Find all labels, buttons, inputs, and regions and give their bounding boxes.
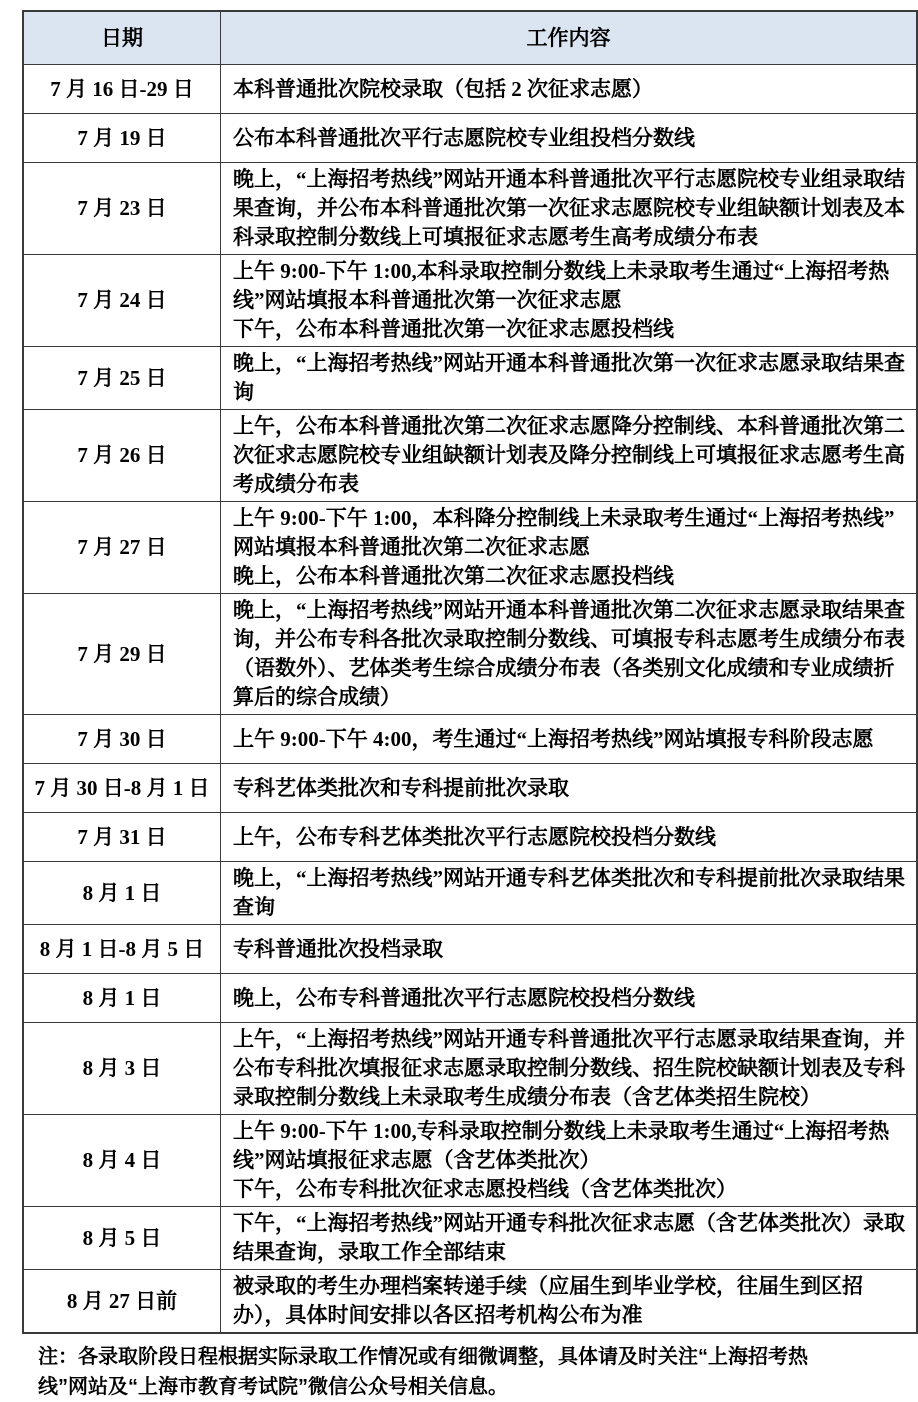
table-row [23, 715, 917, 764]
content-cell [221, 347, 918, 410]
table-row [23, 1207, 917, 1270]
content-paragraph: 上午 9:00-下午 1:00,专科录取控制分数线上未录取考生通过“上海招考热线”网站填报征求志愿（含艺体类批次） [233, 1119, 890, 1172]
table-row [23, 925, 917, 974]
table-row [23, 410, 917, 502]
date-cell: 8 月 27 日前 [23, 1270, 221, 1334]
content-cell [221, 594, 918, 715]
schedule-table-body [23, 65, 917, 1334]
content-paragraph: 本科普通批次院校录取（包括 2 次征求志愿） [233, 76, 653, 101]
content-cell [221, 974, 918, 1023]
date-cell: 8 月 3 日 [23, 1023, 221, 1115]
date-cell: 7 月 24 日 [23, 255, 221, 347]
date-cell: 7 月 26 日 [23, 410, 221, 502]
table-header [23, 11, 917, 65]
content-cell [221, 764, 918, 813]
table-row [23, 1270, 917, 1334]
content-paragraph: 下午，公布本科普通批次第一次征求志愿投档线 [233, 317, 674, 341]
content-cell [221, 1270, 918, 1334]
table-row [23, 862, 917, 925]
content-cell [221, 862, 918, 925]
content-paragraph: 下午，公布专科批次征求志愿投档线（含艺体类批次） [233, 1177, 737, 1201]
page [0, 10, 908, 1398]
content-cell [221, 410, 918, 502]
table-row [23, 502, 917, 594]
date-cell: 8 月 1 日 [23, 862, 221, 925]
date-cell: 8 月 5 日 [23, 1207, 221, 1270]
content-cell [221, 715, 918, 764]
content-paragraph: 上午，公布专科艺体类批次平行志愿院校投档分数线 [233, 824, 716, 849]
content-cell [221, 1115, 918, 1207]
content-paragraph: 晚上，公布本科普通批次第二次征求志愿投档线 [233, 564, 674, 588]
date-cell: 7 月 16 日-29 日 [23, 65, 221, 114]
content-paragraph: 专科普通批次投档录取 [233, 936, 443, 961]
table-row [23, 1023, 917, 1115]
footnote: 注：各录取阶段日程根据实际录取工作情况或有细微调整，具体请及时关注“上海招考热线”网站及“上海市教育考试院”微信公众号相关信息。 [38, 1346, 808, 1398]
content-cell [221, 1023, 918, 1115]
table-row [23, 974, 917, 1023]
table-row [23, 594, 917, 715]
content-paragraph: 晚上，“上海招考热线”网站开通本科普通批次第二次征求志愿录取结果查询，并公布专科各批次录取控制分数线、可填报专科志愿考生成绩分布表（语数外）、艺体类考生综合成绩分布表（各类别文化成绩和专业成绩折算后的综合成绩） [233, 598, 905, 709]
content-paragraph: 被录取的考生办理档案转递手续（应届生到毕业学校，往届生到区招办），具体时间安排以各区招考机构公布为准 [233, 1274, 863, 1327]
header-row [23, 11, 917, 65]
content-paragraph: 上午，公布本科普通批次第二次征求志愿降分控制线、本科普通批次第二次征求志愿院校专业组缺额计划表及降分控制线上可填报征求志愿考生高考成绩分布表 [233, 414, 905, 496]
content-cell [221, 813, 918, 862]
table-row [23, 347, 917, 410]
date-cell: 7 月 25 日 [23, 347, 221, 410]
content-paragraph: 晚上，“上海招考热线”网站开通专科艺体类批次和专科提前批次录取结果查询 [233, 866, 905, 919]
content-paragraph: 上午 9:00-下午 4:00，考生通过“上海招考热线”网站填报专科阶段志愿 [233, 726, 874, 751]
date-cell: 7 月 31 日 [23, 813, 221, 862]
content-cell [221, 1207, 918, 1270]
table-row [23, 65, 917, 114]
content-paragraph: 晚上，公布专科普通批次平行志愿院校投档分数线 [233, 985, 695, 1010]
content-cell [221, 65, 918, 114]
date-cell: 7 月 30 日-8 月 1 日 [23, 764, 221, 813]
date-cell: 7 月 30 日 [23, 715, 221, 764]
table-row [23, 764, 917, 813]
schedule-table [22, 10, 918, 1334]
table-row [23, 813, 917, 862]
content-paragraph: 上午，“上海招考热线”网站开通专科普通批次平行志愿录取结果查询，并公布专科批次填报征求志愿录取控制分数线、招生院校缺额计划表及专科录取控制分数线上未录取考生成绩分布表（含艺体类招生院校） [233, 1027, 905, 1109]
header-cell-content: 工作内容 [221, 11, 918, 65]
content-paragraph: 晚上，“上海招考热线”网站开通本科普通批次平行志愿院校专业组录取结果查询，并公布本科普通批次第一次征求志愿院校专业组缺额计划表及本科录取控制分数线上可填报征求志愿考生高考成绩分布表 [233, 167, 905, 249]
table-row [23, 1115, 917, 1207]
content-cell [221, 502, 918, 594]
content-paragraph: 专科艺体类批次和专科提前批次录取 [233, 775, 569, 800]
content-paragraph: 上午 9:00-下午 1:00,本科录取控制分数线上未录取考生通过“上海招考热线”网站填报本科普通批次第一次征求志愿 [233, 259, 890, 312]
content-paragraph: 上午 9:00-下午 1:00，本科降分控制线上未录取考生通过“上海招考热线”网站填报本科普通批次第二次征求志愿 [233, 506, 895, 559]
table-row [23, 114, 917, 163]
date-cell: 7 月 23 日 [23, 163, 221, 255]
date-cell: 7 月 19 日 [23, 114, 221, 163]
header-cell-date: 日期 [23, 11, 221, 65]
table-row [23, 255, 917, 347]
content-cell [221, 114, 918, 163]
content-cell [221, 255, 918, 347]
date-cell: 7 月 27 日 [23, 502, 221, 594]
table-row [23, 163, 917, 255]
content-cell [221, 925, 918, 974]
content-paragraph: 晚上，“上海招考热线”网站开通本科普通批次第一次征求志愿录取结果查询 [233, 351, 905, 404]
date-cell: 7 月 29 日 [23, 594, 221, 715]
date-cell: 8 月 4 日 [23, 1115, 221, 1207]
date-cell: 8 月 1 日-8 月 5 日 [23, 925, 221, 974]
content-paragraph: 下午，“上海招考热线”网站开通专科批次征求志愿（含艺体类批次）录取结果查询，录取工作全部结束 [233, 1211, 905, 1264]
date-cell: 8 月 1 日 [23, 974, 221, 1023]
content-cell [221, 163, 918, 255]
content-paragraph: 公布本科普通批次平行志愿院校专业组投档分数线 [233, 125, 695, 150]
